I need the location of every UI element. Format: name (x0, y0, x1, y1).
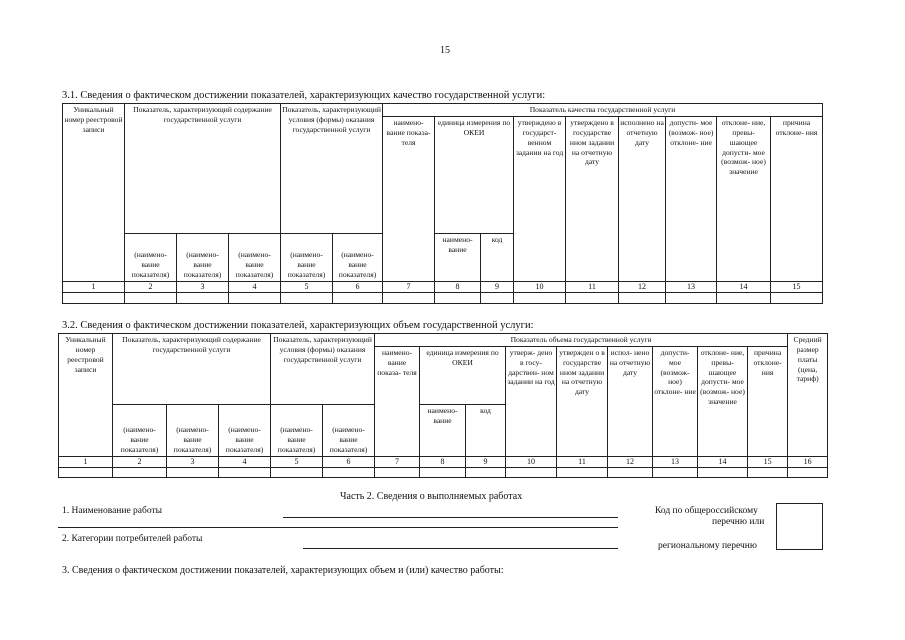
col-unique-number: Уникальный номер реестровой записи (59, 334, 113, 457)
col-number: 12 (608, 456, 653, 467)
sub-indicator-name: (наимено- вание показателя) (125, 234, 177, 282)
sub-indicator-name: (наимено- вание показателя) (167, 404, 219, 456)
code-label: Код по общероссийскому (655, 506, 758, 516)
page-number: 15 (440, 45, 450, 56)
col-conditions-indicator: Показатель, характеризующий условия (формы) оказания государственной услуги (281, 104, 383, 234)
empty-cell (698, 468, 748, 478)
part-2-title: Часть 2. Сведения о выполняемых работах (340, 491, 523, 502)
empty-cell (177, 293, 229, 304)
empty-cell (281, 293, 333, 304)
col-average-price: Средний размер платы (цена, тариф) (788, 334, 828, 457)
sub-unit-name: наимено- вание (435, 234, 481, 282)
quality-table (62, 103, 823, 304)
section-3-2-title: 3.2. Сведения о фактическом достижении показателей, характеризующих объем государственной услуги: (62, 320, 534, 331)
col-number: 11 (566, 282, 619, 293)
empty-cell (125, 293, 177, 304)
empty-cell (717, 293, 771, 304)
code-box (776, 503, 823, 550)
col-number: 9 (466, 456, 506, 467)
col-number: 3 (167, 456, 219, 467)
empty-cell (653, 468, 698, 478)
col-number: 8 (435, 282, 481, 293)
sub-unit-name: наимено- вание (420, 404, 466, 456)
col-executed: исполнено на отчетную дату (619, 117, 666, 282)
col-number: 6 (333, 282, 383, 293)
col-number: 7 (375, 456, 420, 467)
empty-cell (229, 293, 281, 304)
col-number: 15 (748, 456, 788, 467)
consumers-line (303, 548, 618, 549)
col-volume-indicator: Показатель объема государственной услуги (375, 334, 788, 347)
col-number: 15 (771, 282, 823, 293)
col-indicator-name: наимено- вание показа- теля (383, 117, 435, 282)
col-number: 7 (383, 282, 435, 293)
col-excess-deviation: отклоне- ние, превы- шающее допусти- мое (возмож- ное) значение (698, 346, 748, 456)
empty-cell (666, 293, 717, 304)
col-number: 11 (557, 456, 608, 467)
sub-unit-code: код (466, 404, 506, 456)
section-3-1-title: 3.1. Сведения о фактическом достижении показателей, характеризующих качество государственной услуги: (62, 90, 546, 101)
col-number: 5 (271, 456, 323, 467)
col-quality-indicator: Показатель качества государственной услуги (383, 104, 823, 117)
col-number: 6 (323, 456, 375, 467)
empty-cell (435, 293, 481, 304)
empty-cell (466, 468, 506, 478)
section-3-title: 3. Сведения о фактическом достижении показателей, характеризующих объем и (или) качество работы: (62, 565, 504, 576)
work-name-line (283, 517, 618, 518)
sub-indicator-name: (наимено- вание показателя) (281, 234, 333, 282)
col-number: 2 (125, 282, 177, 293)
sub-indicator-name: (наимено- вание показателя) (113, 404, 167, 456)
col-approved-period: утвержден о в государстве нном задании на отчетную дату (557, 346, 608, 456)
empty-cell (748, 468, 788, 478)
empty-cell (788, 468, 828, 478)
empty-cell (771, 293, 823, 304)
col-excess-deviation: отклоне- ние, превы- шающее допусти- мое (возмож- ное) значение (717, 117, 771, 282)
col-number: 10 (506, 456, 557, 467)
col-number: 12 (619, 282, 666, 293)
empty-cell (375, 468, 420, 478)
col-allowed-deviation: допусти- мое (возмож- ное) отклоне- ние (653, 346, 698, 456)
work-name-line-2 (58, 527, 618, 528)
col-content-indicator: Показатель, характеризующий содержание государственной услуги (113, 334, 271, 405)
col-number: 1 (59, 456, 113, 467)
sub-indicator-name: (наимено- вание показателя) (323, 404, 375, 456)
col-number: 2 (113, 456, 167, 467)
col-number: 16 (788, 456, 828, 467)
col-content-indicator: Показатель, характеризующий содержание государственной услуги (125, 104, 281, 234)
col-approved-period: утверждено в государстве нном задании на отчетную дату (566, 117, 619, 282)
col-number: 5 (281, 282, 333, 293)
col-indicator-name: наимено- вание показа- теля (375, 346, 420, 456)
empty-cell (383, 293, 435, 304)
col-approved-year: утверж- дено в госу- дарствен- ном задании на год (506, 346, 557, 456)
empty-cell (557, 468, 608, 478)
col-number: 1 (63, 282, 125, 293)
col-unit-okei: единица измерения по ОКЕИ (435, 117, 514, 234)
code-label: региональному перечню (658, 541, 757, 551)
col-unit-okei: единица измерения по ОКЕИ (420, 346, 506, 404)
empty-cell (333, 293, 383, 304)
sub-indicator-name: (наимено- вание показателя) (333, 234, 383, 282)
sub-unit-code: код (481, 234, 514, 282)
empty-cell (219, 468, 271, 478)
col-number: 10 (514, 282, 566, 293)
sub-indicator-name: (наимено- вание показателя) (229, 234, 281, 282)
empty-cell (323, 468, 375, 478)
col-number: 3 (177, 282, 229, 293)
sub-indicator-name: (наимено- вание показателя) (271, 404, 323, 456)
col-number: 4 (219, 456, 271, 467)
col-number: 13 (653, 456, 698, 467)
empty-cell (59, 468, 113, 478)
col-deviation-reason: причина отклоне- ния (771, 117, 823, 282)
work-name-label: 1. Наименование работы (62, 506, 163, 516)
col-number: 14 (698, 456, 748, 467)
col-allowed-deviation: допусти- мое (возмож- ное) отклоне- ние (666, 117, 717, 282)
empty-cell (566, 293, 619, 304)
col-conditions-indicator: Показатель, характеризующий условия (формы) оказания государственной услуги (271, 334, 375, 405)
col-unique-number: Уникальный номер реестровой записи (63, 104, 125, 282)
col-executed: испол- нено на отчетную дату (608, 346, 653, 456)
col-number: 13 (666, 282, 717, 293)
empty-cell (608, 468, 653, 478)
col-deviation-reason: причина отклоне- ния (748, 346, 788, 456)
sub-indicator-name: (наимено- вание показателя) (177, 234, 229, 282)
col-number: 8 (420, 456, 466, 467)
col-number: 14 (717, 282, 771, 293)
empty-cell (619, 293, 666, 304)
consumers-label: 2. Категории потребителей работы (62, 534, 203, 544)
col-approved-year: утверждено в государст- венном задании на год (514, 117, 566, 282)
volume-table (58, 333, 828, 478)
empty-cell (420, 468, 466, 478)
empty-cell (506, 468, 557, 478)
col-number: 4 (229, 282, 281, 293)
empty-cell (113, 468, 167, 478)
empty-cell (271, 468, 323, 478)
col-number: 9 (481, 282, 514, 293)
empty-cell (514, 293, 566, 304)
code-label: перечню или (712, 517, 765, 527)
sub-indicator-name: (наимено- вание показателя) (219, 404, 271, 456)
empty-cell (63, 293, 125, 304)
empty-cell (481, 293, 514, 304)
empty-cell (167, 468, 219, 478)
